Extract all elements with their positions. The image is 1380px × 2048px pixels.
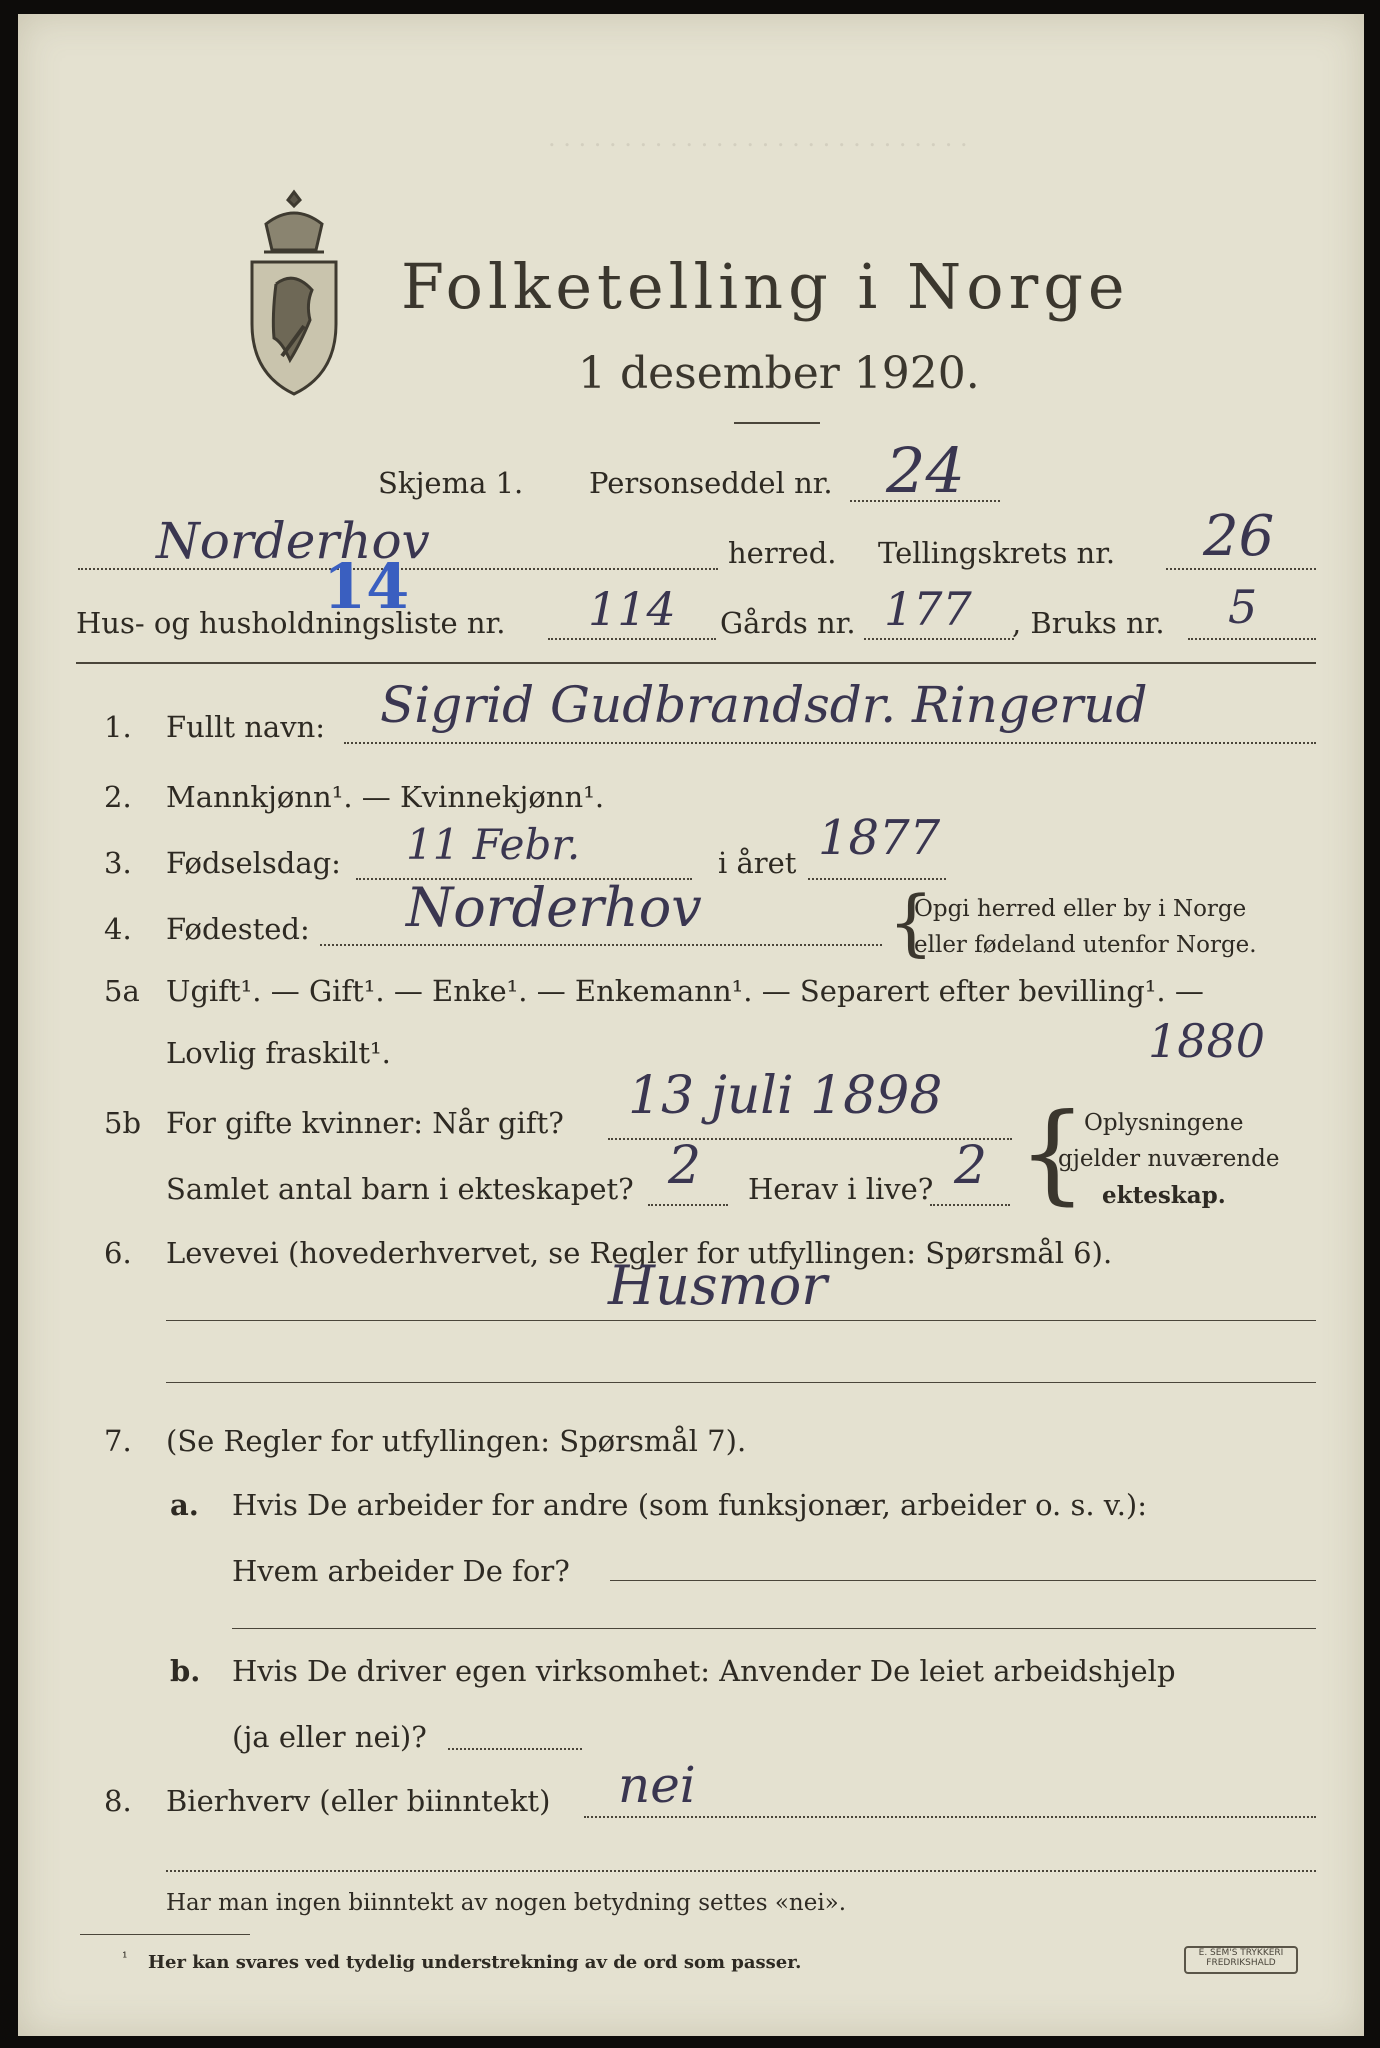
husliste-blue-mark: 14 [323, 550, 410, 623]
norwegian-coat-of-arms-icon [236, 184, 352, 404]
personseddel-value[interactable]: 24 [886, 434, 965, 507]
q4-line [320, 944, 882, 946]
husliste-value[interactable]: 114 [588, 582, 676, 636]
q5b-children-line [648, 1204, 728, 1206]
footnote-mark: ¹ [122, 1950, 128, 1966]
footer-note: Har man ingen biinntekt av nogen betydning settes «nei». [166, 1890, 847, 1916]
q5a-options-line2: Lovlig fraskilt¹. [166, 1036, 391, 1070]
census-form-sheet [18, 14, 1364, 2036]
herred-value[interactable]: Norderhov [156, 512, 430, 570]
bleed-through-text: . . . . . . . . . . . . . . . . . . . . . . . . . . . . [548, 124, 968, 152]
tellingskrets-label: Tellingskrets nr. [878, 536, 1116, 570]
q3-day-value[interactable]: 11 Febr. [406, 820, 581, 869]
printer-stamp-line2: FREDRIKSHALD [1206, 1958, 1276, 1968]
q4-note-line2: eller fødeland utenfor Norge. [914, 932, 1257, 958]
footnote-text: Her kan svares ved tydelig understrekning av de ord som passer. [148, 1952, 802, 1973]
q8-label: Bierhverv (eller biinntekt) [166, 1784, 551, 1818]
q6-value[interactable]: Husmor [608, 1254, 828, 1317]
q6-number: 6. [104, 1236, 132, 1270]
bruks-line [1188, 638, 1316, 640]
gards-value[interactable]: 177 [884, 582, 972, 636]
q5b-alive-label: Herav i live? [748, 1172, 934, 1206]
bruks-label: , Bruks nr. [1012, 606, 1165, 640]
q4-value[interactable]: Norderhov [406, 876, 702, 939]
header-divider [76, 662, 1316, 664]
q7-number: 7. [104, 1424, 132, 1458]
q1-number: 1. [104, 710, 132, 744]
husliste-line [548, 638, 716, 640]
q8-value[interactable]: nei [618, 1756, 696, 1814]
q7a-answer-line[interactable] [610, 1580, 1316, 1581]
q5b-note-line2: gjelder nuværende [1058, 1146, 1280, 1172]
q7b-letter: b. [170, 1654, 201, 1688]
q7a-line2: Hvem arbeider De for? [232, 1554, 570, 1588]
q3-year-value[interactable]: 1877 [818, 810, 941, 866]
q6-line1 [166, 1320, 1316, 1321]
form-date: 1 desember 1920. [578, 348, 980, 399]
gards-label: Gårds nr. [720, 606, 856, 640]
q5a-margin-note: 1880 [1148, 1014, 1266, 1068]
q7a-answer-line2[interactable] [232, 1628, 1316, 1629]
q4-number: 4. [104, 912, 132, 946]
q7b-line2: (ja eller nei)? [232, 1720, 427, 1754]
footnote-rule [80, 1934, 250, 1935]
q2-label: Mannkjønn¹. — Kvinnekjønn¹. [166, 780, 605, 814]
printer-stamp [1184, 1946, 1298, 1974]
q1-line [344, 742, 1316, 744]
q2-number: 2. [104, 780, 132, 814]
q5b-children-value[interactable]: 2 [668, 1136, 702, 1196]
q5b-children-label: Samlet antal barn i ekteskapet? [166, 1172, 634, 1206]
form-title: Folketelling i Norge [401, 250, 1130, 323]
q3-number: 3. [104, 846, 132, 880]
bruks-value[interactable]: 5 [1228, 580, 1258, 634]
q5a-options: Ugift¹. — Gift¹. — Enke¹. — Enkemann¹. — Separert efter bevilling¹. — [166, 974, 1204, 1008]
q7a-line1: Hvis De arbeider for andre (som funksjonær, arbeider o. s. v.): [232, 1488, 1148, 1522]
q7b-answer-line[interactable] [448, 1748, 582, 1750]
title-divider [734, 422, 820, 424]
skjema-label: Skjema 1. [378, 466, 524, 500]
husliste-label: Hus- og husholdningsliste nr. [76, 606, 506, 640]
personseddel-label: Personseddel nr. [589, 466, 833, 500]
q3-year-label: i året [718, 846, 797, 880]
q4-label: Fødested: [166, 912, 310, 946]
q1-value[interactable]: Sigrid Gudbrandsdr. Ringerud [380, 676, 1148, 734]
q8-line [584, 1816, 1316, 1818]
q6-line2 [166, 1382, 1316, 1383]
q5b-note-line3: ekteskap. [1102, 1182, 1226, 1209]
q3-label: Fødselsdag: [166, 846, 341, 880]
q7-label: (Se Regler for utfyllingen: Spørsmål 7). [166, 1424, 747, 1458]
q7a-letter: a. [170, 1488, 199, 1522]
q6-label: Levevei (hovederhvervet, se Regler for utfyllingen: Spørsmål 6). [166, 1236, 1113, 1270]
q1-label: Fullt navn: [166, 710, 326, 744]
gards-line [864, 638, 1014, 640]
q7b-line1: Hvis De driver egen virksomhet: Anvender De leiet arbeidshjelp [232, 1654, 1176, 1688]
q5b-label: For gifte kvinner: Når gift? [166, 1106, 564, 1140]
q5b-alive-line [930, 1204, 1010, 1206]
q5b-married-value[interactable]: 13 juli 1898 [628, 1066, 943, 1126]
q8-number: 8. [104, 1784, 132, 1818]
q4-bracket: { [888, 880, 934, 964]
q5b-bracket: { [1018, 1091, 1087, 1216]
q4-note-line1: Opgi herred eller by i Norge [914, 896, 1247, 922]
q5b-alive-value[interactable]: 2 [954, 1136, 988, 1196]
q5b-number: 5b [104, 1106, 142, 1140]
printer-stamp-line1: E. SEM'S TRYKKERI [1198, 1948, 1284, 1958]
q5b-note-line1: Oplysningene [1084, 1110, 1244, 1136]
q8-line2 [166, 1870, 1316, 1872]
q5a-number: 5a [104, 974, 140, 1008]
tellingskrets-value[interactable]: 26 [1203, 504, 1275, 569]
herred-label: herred. [728, 536, 837, 570]
